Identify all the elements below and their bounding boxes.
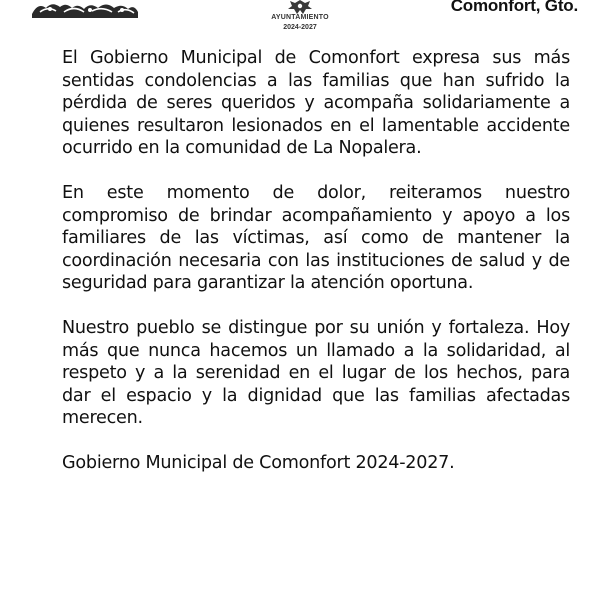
paragraph-condolences: El Gobierno Municipal de Comonfort expresa sus más sentidas condolencias a las familias que han sufrido la pérdida de seres queridos y acompaña solidariamente a quienes resultaron lesionados en el lamentable accidente ocurrido en la comunidad de La Nopalera. — [62, 48, 570, 158]
condolence-statement — [62, 47, 570, 475]
seal-years: 2024-2027 — [283, 24, 317, 31]
coat-of-arms-icon — [285, 0, 315, 14]
ayuntamiento-seal — [245, 0, 355, 44]
header — [0, 0, 600, 44]
paragraph-commitment: En este momento de dolor, reiteramos nuestro compromiso de brindar acompañamiento y apoyo a los familiares de las víctimas, así como de mantener la coordinación necesaria con las instituciones de salud y de seguridad para garantizar la atención oportuna. — [62, 183, 570, 293]
signature: Gobierno Municipal de Comonfort 2024-2027. — [62, 453, 455, 473]
brand-name: Comonfort, Gto. — [450, 0, 578, 15]
seal-title: AYUNTAMIENTO — [271, 14, 329, 21]
municipal-logo-icon — [30, 0, 140, 18]
paragraph-solidarity: Nuestro pueblo se distingue por su unión y fortaleza. Hoy más que nunca hacemos un llamado a la solidaridad, al respeto y a la serenidad en el lugar de los hechos, para dar el espacio y la dignidad que las familias afectadas merecen. — [62, 318, 570, 428]
